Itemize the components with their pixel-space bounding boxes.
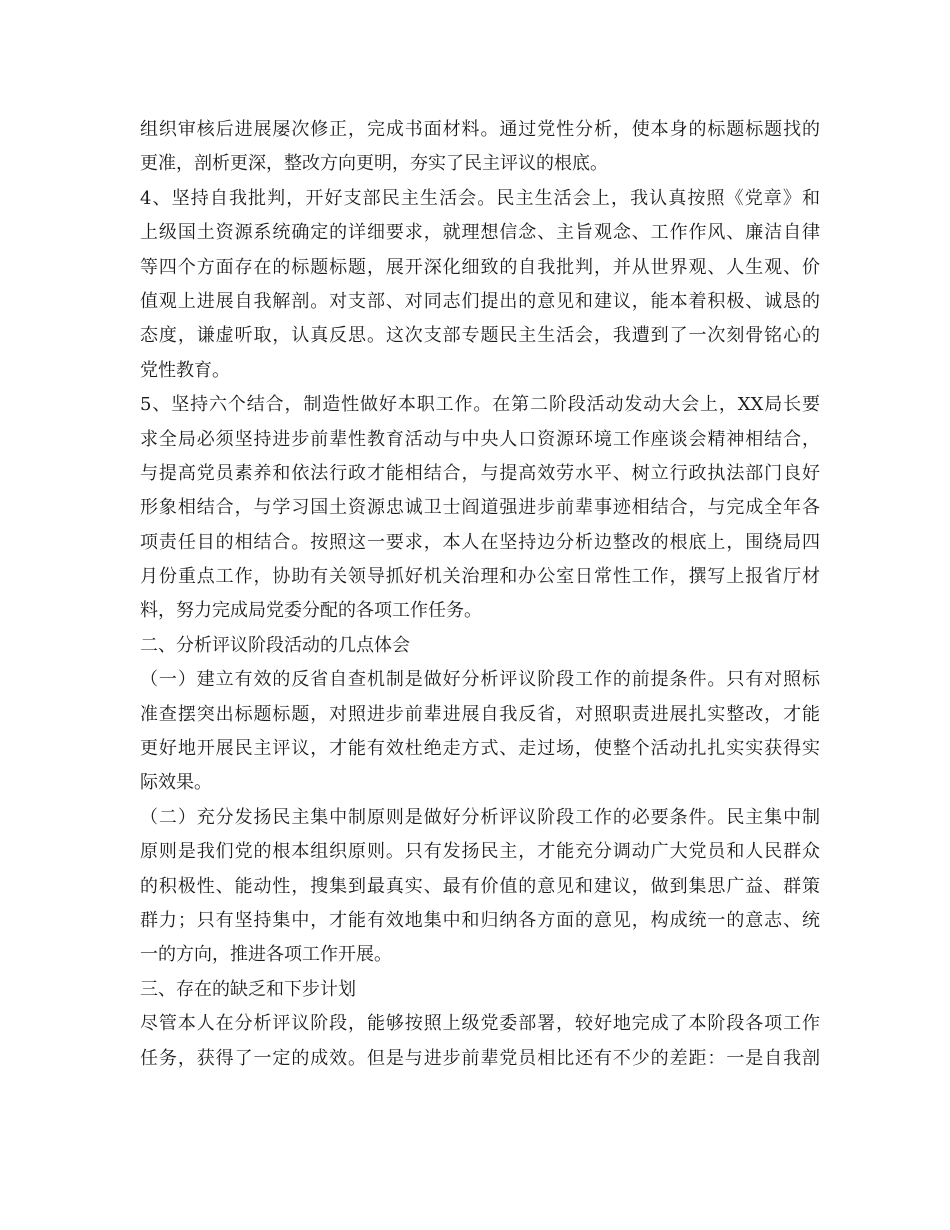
text-line: 的积极性、能动性，搜集到最真实、最有价值的意见和建议，做到集思广益、群策 [140,875,820,897]
text-line: 三、存在的缺乏和下步计划 [140,978,356,1000]
text-line: 原则是我们党的根本组织原则。只有发扬民主，才能充分调动广大党员和人民群众 [140,841,820,863]
text-line: 群力；只有坚持集中，才能有效地集中和归纳各方面的意见，构成统一的意志、统 [140,909,820,931]
text-line: （二）充分发扬民主集中制原则是做好分析评议阶段工作的必要条件。民主集中制 [140,806,820,828]
text-line: （一）建立有效的反省自查机制是做好分析评议阶段工作的前提条件。只有对照标 [140,669,820,691]
text-line: 尽管本人在分析评议阶段，能够按照上级党委部署，较好地完成了本阶段各项工作 [140,1013,820,1035]
text-line: 组织审核后进展屡次修正，完成书面材料。通过党性分析，使本身的标题标题找的 [140,119,820,140]
text-line: 值观上进展自我解剖。对支部、对同志们提出的意见和建议，能本着积极、诚恳的 [140,290,820,312]
text-line: 党性教育。 [140,359,230,381]
text-line: 态度，谦虚听取，认真反思。这次支部专题民主生活会，我遭到了一次刻骨铭心的 [140,325,820,347]
text-line: 料，努力完成局党委分配的各项工作任务。 [140,600,482,622]
text-line: 更好地开展民主评议，才能有效杜绝走方式、走过场，使整个活动扎扎实实获得实 [140,738,820,760]
text-line: 上级国土资源系统确定的详细要求，就理想信念、主旨观念、工作作风、廉洁自律 [140,222,820,244]
text-line: 求全局必须坚持进步前辈性教育活动与中央人口资源环境工作座谈会精神相结合， [140,428,820,450]
text-line: 月份重点工作，协助有关领导抓好机关治理和办公室日常性工作，撰写上报省厅材 [140,566,820,588]
text-line: 更准，剖析更深，整改方向更明，夯实了民主评议的根底。 [140,153,608,175]
text-line: 与提高党员素养和依法行政才能相结合，与提高效劳水平、树立行政执法部门良好 [140,462,820,484]
text-line: 际效果。 [140,772,212,794]
text-line: 4、坚持自我批判，开好支部民主生活会。民主生活会上，我认真按照《党章》和 [140,187,820,209]
text-line: 二、分析评议阶段活动的几点体会 [140,634,410,656]
text-line: 等四个方面存在的标题标题，展开深化细致的自我批判，并从世界观、人生观、价 [140,256,820,278]
text-line: 准查摆突出标题标题，对照进步前辈进展自我反省，对照职责进展扎实整改，才能 [140,703,820,725]
text-line: 5、坚持六个结合，制造性做好本职工作。在第二阶段活动发动大会上，XX局长要 [140,394,820,416]
text-line: 一的方向，推进各项工作开展。 [140,944,392,966]
text-line: 任务，获得了一定的成效。但是与进步前辈党员相比还有不少的差距：一是自我剖 [140,1047,820,1069]
text-line: 项责任目的相结合。按照这一要求，本人在坚持边分析边整改的根底上，围绕局四 [140,531,820,553]
text-line: 形象相结合，与学习国土资源忠诚卫士阎道强进步前辈事迹相结合，与完成全年各 [140,497,820,519]
document-body [140,113,820,1076]
